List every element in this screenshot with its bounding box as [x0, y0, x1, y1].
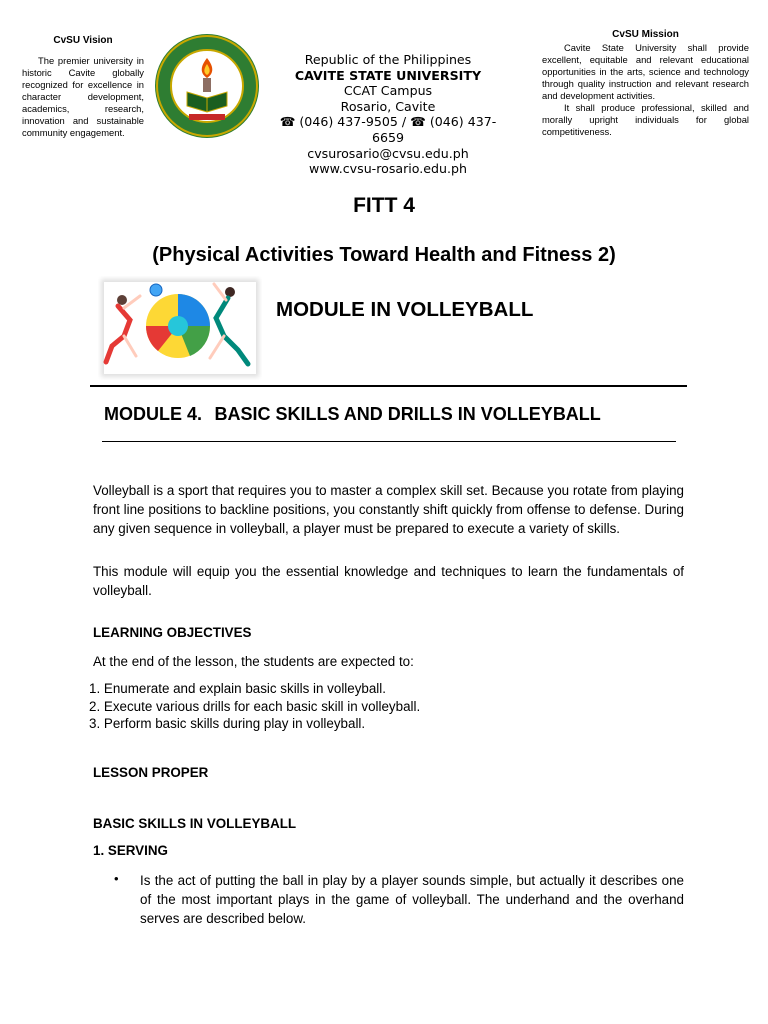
module-name: BASIC SKILLS AND DRILLS IN VOLLEYBALL — [214, 404, 601, 424]
email-line: cvsurosario@cvsu.edu.ph — [307, 145, 469, 161]
volleyball-players-illustration — [98, 276, 262, 380]
vision-title: CvSU Vision — [53, 35, 113, 46]
location-line: Rosario, Cavite — [340, 98, 436, 114]
website-line: www.cvsu-rosario.edu.ph — [309, 161, 467, 177]
module-purpose-paragraph: This module will equip you the essential knowledge and techniques to learn the fundamentals of volleyball. — [93, 564, 684, 598]
module-title: MODULE IN VOLLEYBALL — [276, 298, 534, 321]
republic-line: Republic of the Philippines — [304, 52, 472, 67]
divider — [102, 441, 676, 442]
basic-skills-heading: BASIC SKILLS IN VOLLEYBALL — [93, 816, 297, 831]
learning-objectives-heading: LEARNING OBJECTIVES — [93, 625, 252, 640]
vision-block — [22, 35, 144, 139]
phone-line: ☎ (046) 437-9505 / ☎ (046) 437-6659 — [279, 114, 497, 145]
university-name: CAVITE STATE UNIVERSITY — [294, 67, 482, 83]
mission-title: CvSU Mission — [612, 29, 679, 40]
bullet-marker: • — [114, 871, 119, 886]
list-item: 1. Enumerate and explain basic skills in volleyball. — [89, 681, 386, 696]
objectives-list — [89, 680, 420, 733]
mission-block — [542, 29, 749, 138]
course-name: (Physical Activities Toward Health and Fitness 2) — [152, 244, 616, 266]
objectives-intro: At the end of the lesson, the students are expected to: — [93, 654, 414, 669]
serving-description: Is the act of putting the ball in play by a player sounds simple, but actually it describes one of the most important plays in the game of volleyball. The underhand and the overhand serves are described below. — [140, 873, 684, 926]
lesson-proper-heading: LESSON PROPER — [93, 765, 209, 780]
mission-text-2: It shall produce professional, skilled and morally upright individuals for global competitiveness. — [542, 102, 749, 137]
campus-line: CCAT Campus — [343, 83, 433, 99]
university-seal-logo — [153, 32, 261, 140]
serving-heading: 1. SERVING — [93, 843, 168, 858]
divider — [90, 385, 687, 387]
vision-text: The premier university in historic Cavite globally recognized for excellence in character development, academics, research, innovation and sustainable community engagement. — [22, 55, 144, 138]
list-item: 3. Perform basic skills during play in volleyball. — [89, 716, 366, 732]
university-address-block — [268, 52, 508, 177]
list-item: 2. Execute various drills for each basic skill in volleyball. — [89, 698, 421, 714]
module-number: MODULE 4. — [104, 404, 203, 424]
intro-paragraph: Volleyball is a sport that requires you to master a complex skill set. Because you rotate from playing front line positions to backline positions, you constantly shift quickly from offense to defense. During any given sequence in volleyball, a player must be prepared to execute a variety of skills. — [93, 483, 684, 536]
module-heading — [104, 404, 601, 425]
mission-text-1: Cavite State University shall provide excellent, equitable and relevant educational opportunities in the arts, science and technology through quality instruction and relevant research and development activities. — [542, 42, 749, 101]
course-code: FITT 4 — [353, 194, 415, 217]
